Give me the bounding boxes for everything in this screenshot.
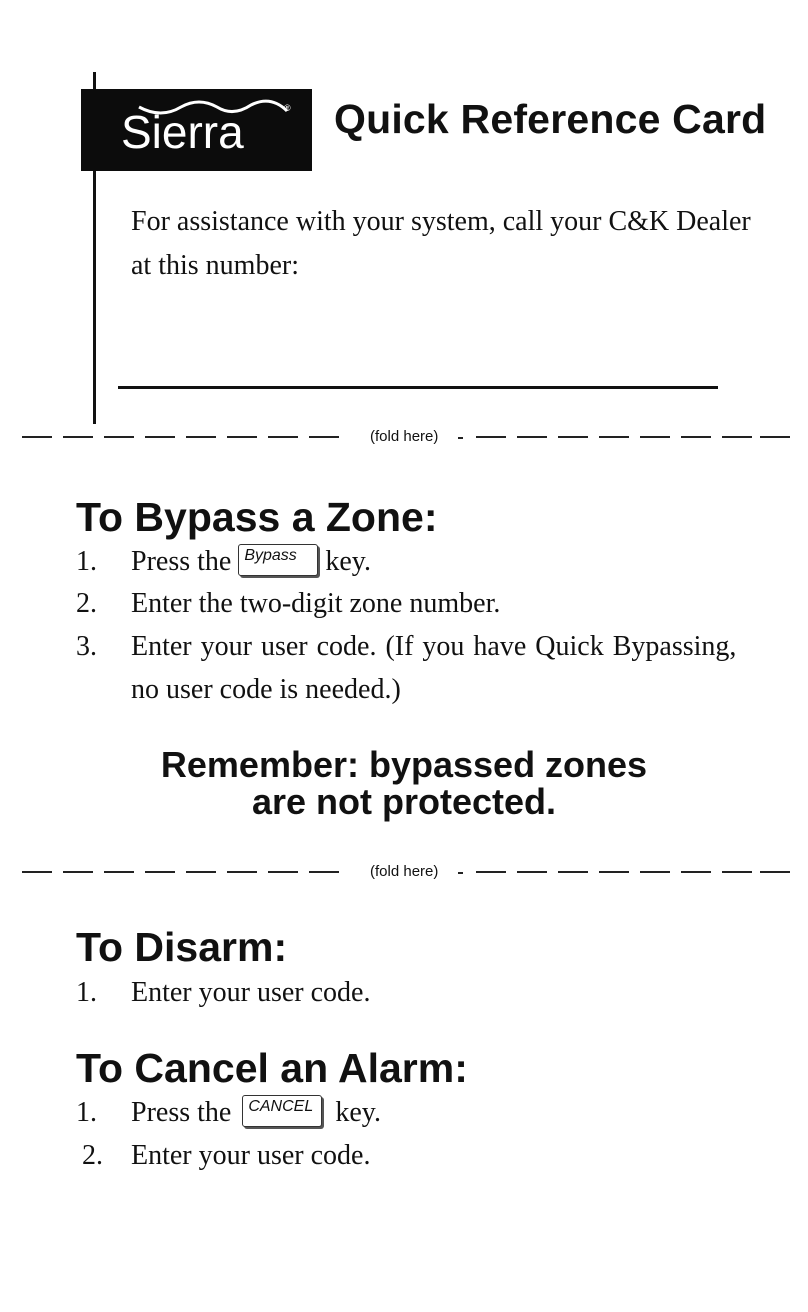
warning-line-2: are not protected. [251, 781, 557, 822]
assistance-text-cont: at this number: [131, 250, 299, 281]
bypass-step-2: Enter the two-digit zone number. [131, 588, 501, 619]
step-number: 2. [76, 588, 97, 619]
step-number: 1. [76, 1097, 97, 1128]
bypass-step-3-cont: no user code is needed.) [131, 674, 401, 705]
dealer-number-line [118, 386, 718, 389]
disarm-step-1: Enter your user code. [131, 977, 371, 1008]
fold-label: (fold here) [370, 428, 439, 445]
warning-line-1: Remember: bypassed zones [160, 744, 648, 785]
cancel-step-2: Enter your user code. [131, 1140, 371, 1171]
sierra-logo [81, 89, 312, 171]
step-number: 1. [76, 546, 97, 577]
step-text: key. [325, 546, 371, 577]
disarm-heading: To Disarm: [76, 924, 288, 970]
step-text: Press the [131, 546, 232, 577]
bypass-heading: To Bypass a Zone: [76, 494, 438, 540]
logo-graphic [81, 89, 312, 171]
warning-note [0, 746, 808, 820]
bypass-step-1 [131, 540, 371, 584]
bypass-key: Bypass [238, 544, 318, 576]
bypass-step-3: Enter your user code. (If you have Quick Bypassing, [131, 631, 737, 662]
fold-label: (fold here) [370, 863, 439, 880]
step-number: 2. [82, 1140, 103, 1171]
fold-line [20, 865, 788, 879]
step-text: Press the [131, 1097, 232, 1128]
cancel-heading: To Cancel an Alarm: [76, 1045, 468, 1091]
fold-line [20, 430, 788, 444]
step-number: 3. [76, 631, 97, 662]
assistance-text: For assistance with your system, call your C&K Dealer [131, 206, 751, 237]
logo-text: Sierra [121, 106, 244, 158]
cancel-step-1 [131, 1091, 381, 1135]
cancel-key: CANCEL [242, 1095, 322, 1127]
page-title: Quick Reference Card [334, 96, 767, 142]
registered-mark: ® [284, 103, 291, 113]
step-number: 1. [76, 977, 97, 1008]
step-text: key. [335, 1097, 381, 1128]
